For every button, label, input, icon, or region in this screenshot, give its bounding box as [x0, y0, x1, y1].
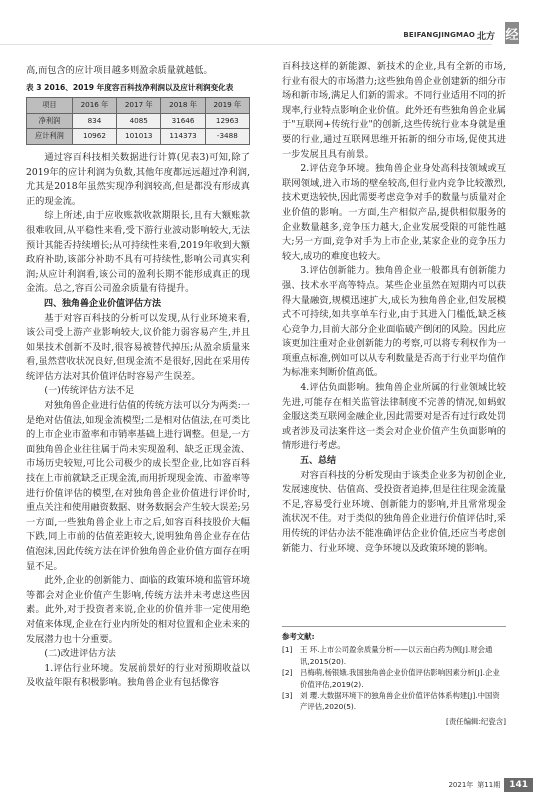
right-column: [282, 60, 506, 556]
paragraph: 基于对容百科技的分析可以发现,从行业环境来看,该公司受上游产业影响较大,议价能力弱容易产生,并且如果技术创新不及时,很容易被替代掉压;从盈余质量来看,虽然营收状况良好,但现金流不是很好,因此在采用传统评估方法对其价值评估时容易产生误差。: [26, 312, 250, 382]
paragraph: 对独角兽企业进行估值的传统方法可以分为两类:一是绝对估值法,如现金流模型;二是相对估值法,在可类比的上市企业市盈率和市销率基础上进行调整。但是,一方面独角兽企业往往属于尚未实现盈利、缺乏正现金流、市场历史较短,可比公司极少的成长型企业,比如容百科技在上市前就缺乏正现金流,而用折现现金流、市盈率等进行价值评估的模型,在对独角兽企业价值进行评价时,重点关注和使用融资数据、财务数据会产生较大误差;另一方面,一些独角兽企业上市之后,如容百科技股价大幅下跌,同上市前的估值差距较大,说明独角兽企业存在估值泡沫,因此传统方法在评价独角兽企业价值方面存在明显不足。: [26, 400, 250, 572]
table-row-header: 净利润: [27, 113, 73, 129]
paragraph: 通过容百科技相关数据进行计算(见表3)可知,除了2019年的应计利润为负数,其他年度都远远超过净利润,尤其是2018年虽然实现净利润较高,但是都没有形成真正的现金流。: [26, 151, 250, 207]
subsection-heading: (二)改进评估方法: [44, 648, 116, 660]
table-body: [27, 113, 250, 144]
table-row: [27, 113, 250, 129]
table-header-row: [27, 98, 250, 114]
paragraph: 此外,企业的创新能力、面临的政策环境和监管环境等都会对企业价值产生影响,传统方法并未考虑这些因素。此外,对于投资者来说,企业的价值并非一定使用绝对值来体现,企业在行业内所处的相对位置和企业未来的发展潜力也十分重要。: [26, 575, 250, 645]
reference-number: [2]: [282, 668, 293, 678]
paragraph: 1.评估行业环境。发展前景好的行业对预期收益以及收益年限有积极影响。独角兽企业有包括像容: [26, 662, 250, 689]
reference-item: [282, 644, 506, 667]
paragraph: 4.评估负面影响。独角兽企业所属的行业领域比较先进,可能存在相关监管法律制度不完善的情况,如蚂蚁金服这类互联网金融企业,因此需要对是否有过行政处罚或者涉及司法案件这一类会对企业价值产生负面影响的情形进行考虑。: [282, 382, 506, 452]
references-title: 参考文献:: [282, 632, 315, 641]
table-cell: 12963: [205, 113, 249, 129]
table-row-header: 应计利润: [27, 129, 73, 145]
journal-brand: [403, 26, 513, 44]
paragraph: 综上所述,由于应收账款收款期限长,且有大额账款很难收回,从平稳性来看,受下游行业波动影响较大,无法预计其能否持续增长;从可持续性来看,2019年收到大额政府补助,该部分补助不具有可持续性,影响公司真实利润;从应计利润看,该公司的盈利长期不能形成真正的现金流。总之,容百公司盈余质量有待提升。: [26, 210, 250, 295]
reference-text: 王 环.上市公司盈余质量分析——以云南白药为例[J].财会通讯,2015(20).: [300, 645, 493, 666]
page-number: 141: [504, 778, 533, 792]
brand-logo-icon: 经: [505, 22, 519, 44]
table-cell: 114373: [161, 129, 205, 145]
table-header-cell: 2018 年: [161, 98, 205, 114]
paragraph: 2.评估竞争环境。独角兽企业身处高科技领域或互联网领域,进入市场的壁垒较高,但行业内竞争比较激烈,技术更迭较快,因此需要考虑竞争对手的数量与质量对企业价值的影响。一方面,生产相似产品,提供相似服务的企业数量越多,竞争压力越大,企业发展受限的可能性越大;另一方面,竞争对手为上市企业,某家企业的竞争压力较大,成功的难度也较大。: [282, 163, 506, 262]
reference-text: 刘 璎.大数据环境下的独角兽企业价值评估体系构建[J].中国资产评估,2020(5).: [300, 691, 500, 712]
left-column: [26, 64, 250, 691]
reference-number: [3]: [282, 691, 293, 701]
paragraph: 高,而包含的应计项目越多则盈余质量就越低。: [26, 65, 213, 76]
references: [282, 626, 506, 727]
reference-text: 吕梅萌,杨银娥.我国独角兽企业价值评估影响因素分析[J].企业价值评估,2019(2).: [300, 668, 500, 689]
data-table: [26, 97, 250, 145]
section-heading: 四、独角兽企业价值评估方法: [44, 298, 162, 309]
paragraph: 3.评估创新能力。独角兽企业一般都具有创新能力强、技术水平高等特点。某些企业虽然在短期内可以获得大量融资,规模迅速扩大,成长为独角兽企业,但发展模式不可持续,如共享单车行业,由于其进入门槛低,缺乏核心竞争力,目前大部分企业面临破产倒闭的风险。因此应该更加注重对企业创新能力的考察,可以将专利权作为一项重点标准,例如可以从专利数量是否高于行业平均值作为标准来判断价值高低。: [282, 265, 506, 379]
table-row: [27, 129, 250, 145]
table-header-cell: 2016 年: [72, 98, 116, 114]
header-divider: [0, 44, 492, 45]
paragraph: 百科技这样的新能源、新技术的企业,具有全新的市场,行业有很大的市场潜力;这些独角兽企业创建新的细分市场和新市场,满足人们新的需求。不同行业适用不同的折现率,行业特点影响企业价值。此外还有些独角兽企业属于"互联网+传统行业"的创新,这些传统行业本身就是重要的行业,通过互联网思维开拓新的细分市场,促使其进一步发展且具有前景。: [282, 61, 506, 160]
brand-chinese: 北方: [476, 31, 495, 42]
issue-year: 2021年: [448, 781, 474, 789]
issue-number: 第11期: [477, 781, 501, 789]
reference-item: [282, 667, 506, 690]
page-footer: [448, 778, 533, 792]
table-cell: 834: [72, 113, 116, 129]
reference-item: [282, 690, 506, 713]
paragraph: 对容百科技的分析发现由于该类企业多为初创企业,发展速度快、估值高、受投资者追捧,但是往往现金流量不足,容易受行业环境、创新能力的影响,并且常常现金流状况不佳。对于类似的独角兽企业进行价值评估时,采用传统的评估办法不能准确评估企业价值,还应当考虑创新能力、行业环境、竞争环境以及政策环境的影响。: [282, 469, 506, 554]
table-cell: 4085: [117, 113, 161, 129]
subsection-heading: (一)传统评估方法不足: [44, 385, 135, 397]
table-cell: 31646: [161, 113, 205, 129]
reference-list: [282, 644, 506, 712]
responsible-editor: [责任编辑:纪瓷含]: [446, 716, 506, 726]
section-heading: 五、总结: [300, 456, 337, 467]
page-header: [0, 0, 547, 48]
table-header-cell: 2017 年: [117, 98, 161, 114]
brand-english: BEIFANGJINGMAO: [403, 31, 475, 39]
table-header-cell: 2019 年: [205, 98, 249, 114]
reference-number: [1]: [282, 645, 293, 655]
table-cell: 101013: [117, 129, 161, 145]
table-cell: 10962: [72, 129, 116, 145]
table-cell: -3488: [205, 129, 249, 145]
table-header-cell: 项目: [27, 98, 73, 114]
table-caption: 表 3 2016、2019 年度容百科技净利润以及应计利润变化表: [26, 82, 234, 92]
